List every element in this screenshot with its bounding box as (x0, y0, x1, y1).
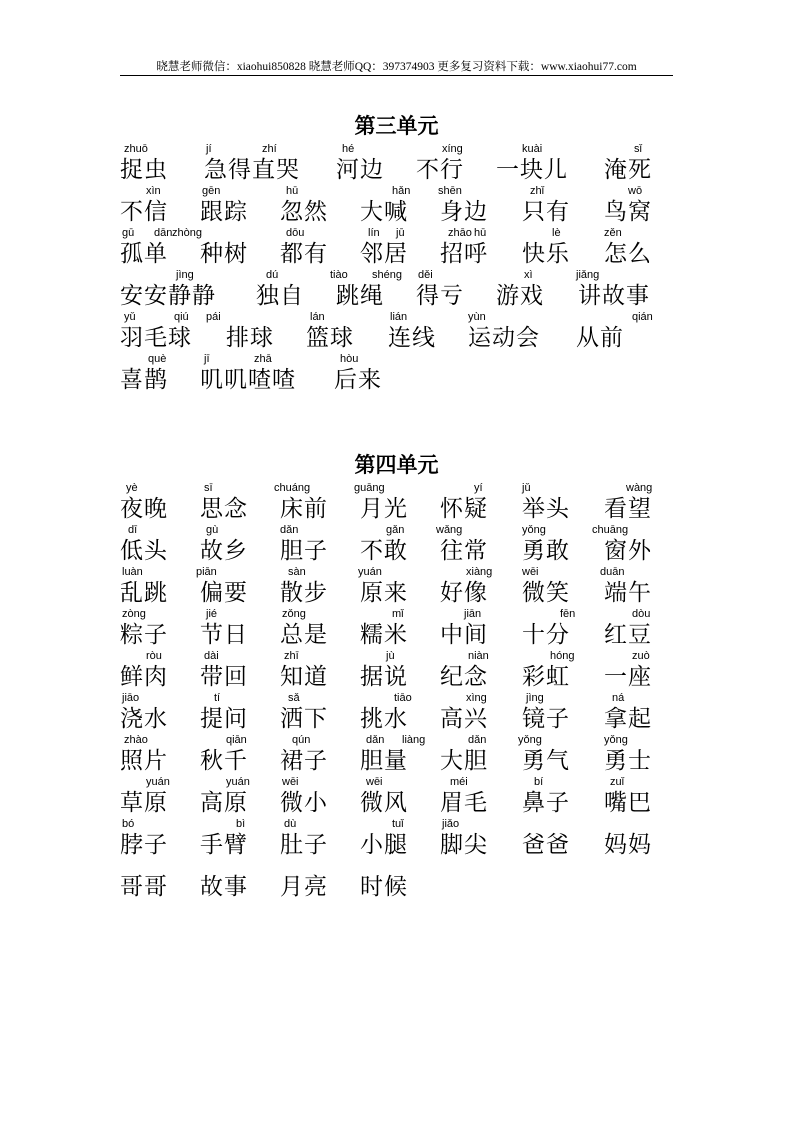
page-header: 晓慧老师微信：xiaohui850828 晓慧老师QQ：397374903 更多复习资料下载：www.xiaohui77.com (156, 61, 637, 73)
pinyin-label: jìng (176, 269, 194, 281)
word-characters: 纪念 (440, 664, 488, 690)
pinyin-label: luàn (122, 566, 143, 578)
pinyin-label: liàng (402, 734, 426, 746)
pinyin-label: zhǐ (530, 185, 545, 197)
pinyin-label: méi (450, 776, 468, 788)
word-characters: 胆量 (360, 748, 408, 774)
pinyin-label: sǎ (288, 692, 300, 704)
pinyin-label: dài (204, 650, 219, 662)
word-characters: 举头 (522, 496, 570, 522)
pinyin-label: jiǎo (442, 818, 460, 830)
word-characters: 鲜肉 (120, 664, 168, 690)
header-divider (120, 75, 673, 76)
unit-title: 第四单元 (354, 453, 439, 477)
pinyin-label: yǒng (518, 734, 542, 746)
word-characters: 端午 (604, 580, 652, 606)
word-characters: 河边 (336, 157, 384, 183)
word-characters: 红豆 (604, 622, 652, 648)
word-characters: 好像 (440, 580, 488, 606)
pinyin-label: wǎng (436, 524, 463, 536)
pinyin-label: tí (214, 692, 221, 704)
word-characters: 鼻子 (522, 790, 570, 816)
word-characters: 大胆 (440, 748, 488, 774)
pinyin-label: hū (474, 227, 487, 239)
word-characters: 总是 (280, 622, 328, 648)
pinyin-label: chuāng (592, 524, 629, 536)
pinyin-label: shēn (438, 185, 462, 197)
word-characters: 思念 (200, 496, 248, 522)
word-characters: 只有 (522, 199, 570, 225)
word-characters: 哥哥 (120, 874, 168, 900)
pinyin-label: pái (206, 311, 221, 323)
pinyin-label: yuán (146, 776, 170, 788)
word-characters: 偏要 (200, 580, 248, 606)
pinyin-label: wàng (626, 482, 653, 494)
word-characters: 不敢 (360, 538, 408, 564)
word-characters: 粽子 (120, 622, 168, 648)
pinyin-label: dǎn (280, 524, 299, 536)
pinyin-label: dōu (286, 227, 305, 239)
word-characters: 散步 (280, 580, 328, 606)
pinyin-label: tiào (330, 269, 348, 281)
word-characters: 秋千 (200, 748, 248, 774)
pinyin-label: jiāo (122, 692, 140, 704)
word-characters: 故乡 (200, 538, 248, 564)
word-characters: 从前 (576, 325, 624, 351)
word-characters: 床前 (280, 496, 328, 522)
pinyin-label: ná (612, 692, 625, 704)
word-characters: 怎么 (604, 241, 652, 267)
pinyin-label: dǎn (366, 734, 385, 746)
word-characters: 独自 (256, 283, 304, 309)
pinyin-label: jī (204, 353, 210, 365)
word-characters: 后来 (334, 367, 382, 393)
pinyin-label: hé (342, 143, 355, 155)
word-characters: 招呼 (440, 241, 488, 267)
pinyin-label: xìn (146, 185, 161, 197)
word-characters: 都有 (280, 241, 328, 267)
word-characters: 高兴 (440, 706, 488, 732)
pinyin-label: dī (128, 524, 138, 536)
word-characters: 看望 (604, 496, 652, 522)
word-characters: 带回 (200, 664, 248, 690)
pinyin-label: duān (600, 566, 625, 578)
word-characters: 鸟窝 (604, 199, 652, 225)
word-characters: 十分 (522, 622, 570, 648)
pinyin-label: wō (628, 185, 643, 197)
pinyin-label: gù (206, 524, 219, 536)
word-characters: 故事 (200, 874, 248, 900)
vocab-row (120, 860, 673, 902)
pinyin-label: zhuō (124, 143, 148, 155)
pinyin-label: hòu (340, 353, 359, 365)
pinyin-label: zěn (604, 227, 622, 239)
vocab-row (120, 227, 673, 269)
word-characters: 微笑 (522, 580, 570, 606)
word-characters: 叽叽喳喳 (200, 367, 296, 393)
pinyin-label: chuáng (274, 482, 311, 494)
word-characters: 挑水 (360, 706, 408, 732)
word-characters: 排球 (226, 325, 274, 351)
pinyin-label: mǐ (392, 608, 404, 620)
pinyin-label: jū (396, 227, 405, 239)
pinyin-label: zhào (124, 734, 148, 746)
word-characters: 急得直哭 (204, 157, 300, 183)
word-characters: 照片 (120, 748, 168, 774)
vocab-row (120, 692, 673, 734)
pinyin-label: dù (284, 818, 297, 830)
word-characters: 低头 (120, 538, 168, 564)
word-characters: 连线 (388, 325, 436, 351)
word-characters: 往常 (440, 538, 488, 564)
pinyin-label: jiān (464, 608, 482, 620)
pinyin-label: sàn (288, 566, 306, 578)
pinyin-label: guāng (354, 482, 385, 494)
word-characters: 运动会 (468, 325, 540, 351)
word-characters: 喜鹊 (120, 367, 168, 393)
pinyin-label: shéng (372, 269, 402, 281)
word-characters: 裙子 (280, 748, 328, 774)
word-characters: 种树 (200, 241, 248, 267)
pinyin-label: bó (122, 818, 135, 830)
pinyin-label: xì (524, 269, 533, 281)
pinyin-label: zǒng (282, 608, 306, 620)
vocab-row (120, 185, 673, 227)
word-characters: 中间 (440, 622, 488, 648)
word-characters: 勇士 (604, 748, 652, 774)
vocab-row (120, 269, 673, 311)
pinyin-label: yǒng (604, 734, 628, 746)
pinyin-label: qián (632, 311, 653, 323)
pinyin-label: hū (286, 185, 299, 197)
vocab-row (120, 143, 673, 185)
word-characters: 游戏 (496, 283, 544, 309)
pinyin-label: zuò (632, 650, 650, 662)
pinyin-label: sǐ (634, 143, 642, 155)
word-characters: 勇敢 (522, 538, 570, 564)
vocab-row (120, 482, 673, 524)
pinyin-label: lián (390, 311, 408, 323)
pinyin-label: zhí (262, 143, 277, 155)
word-characters: 跳绳 (336, 283, 384, 309)
pinyin-label: qún (292, 734, 311, 746)
pinyin-label: yuán (358, 566, 382, 578)
pinyin-label: sī (204, 482, 213, 494)
word-characters: 脚尖 (440, 832, 488, 858)
word-characters: 彩虹 (522, 664, 570, 690)
pinyin-label: gū (122, 227, 135, 239)
pinyin-label: yǒng (522, 524, 546, 536)
pinyin-label: yùn (468, 311, 486, 323)
vocab-row (120, 566, 673, 608)
pinyin-label: lán (310, 311, 325, 323)
word-characters: 月光 (360, 496, 408, 522)
pinyin-label: jié (206, 608, 218, 620)
pinyin-label: xìng (466, 692, 487, 704)
pinyin-label: zhī (284, 650, 299, 662)
pinyin-label: lè (552, 227, 561, 239)
word-characters: 微风 (360, 790, 408, 816)
vocab-row (120, 311, 673, 353)
vocab-row (120, 776, 673, 818)
pinyin-label: piān (196, 566, 217, 578)
word-characters: 草原 (120, 790, 168, 816)
pinyin-label: hóng (550, 650, 575, 662)
word-characters: 窗外 (604, 538, 652, 564)
vocab-row (120, 353, 673, 395)
pinyin-label: wēi (366, 776, 383, 788)
pinyin-label: xiàng (466, 566, 493, 578)
pinyin-label: zhā (254, 353, 272, 365)
pinyin-label: zhòng (172, 227, 202, 239)
pinyin-label: dòu (632, 608, 651, 620)
pinyin-label: wēi (282, 776, 299, 788)
pinyin-label: qiú (174, 311, 189, 323)
pinyin-label: xíng (442, 143, 463, 155)
word-characters: 原来 (360, 580, 408, 606)
word-characters: 大喊 (360, 199, 408, 225)
pinyin-label: lín (368, 227, 380, 239)
pinyin-label: tuǐ (392, 818, 404, 830)
pinyin-label: hǎn (392, 185, 411, 197)
word-characters: 邻居 (360, 241, 408, 267)
word-characters: 爸爸 (522, 832, 570, 858)
pinyin-label: què (148, 353, 167, 365)
word-characters: 妈妈 (604, 832, 652, 858)
pinyin-label: yuán (226, 776, 250, 788)
vocab-row (120, 608, 673, 650)
word-characters: 勇气 (522, 748, 570, 774)
pinyin-label: zòng (122, 608, 146, 620)
word-characters: 安安静静 (120, 283, 216, 309)
pinyin-label: fēn (560, 608, 576, 620)
word-characters: 据说 (360, 664, 408, 690)
pinyin-label: jí (206, 143, 212, 155)
pinyin-label: ròu (146, 650, 162, 662)
word-characters: 提问 (200, 706, 248, 732)
word-characters: 洒下 (280, 706, 328, 732)
word-characters: 快乐 (522, 241, 570, 267)
word-characters: 眉毛 (440, 790, 488, 816)
pinyin-label: dú (266, 269, 279, 281)
word-characters: 一块儿 (496, 157, 568, 183)
vocab-row (120, 650, 673, 692)
pinyin-label: zhāo (448, 227, 472, 239)
word-characters: 跟踪 (200, 199, 248, 225)
word-characters: 月亮 (280, 874, 328, 900)
word-characters: 知道 (280, 664, 328, 690)
pinyin-label: gǎn (386, 524, 405, 536)
word-characters: 讲故事 (578, 283, 650, 309)
pinyin-label: kuài (522, 143, 543, 155)
pinyin-label: bí (534, 776, 544, 788)
word-characters: 不行 (416, 157, 464, 183)
word-characters: 脖子 (120, 832, 168, 858)
pinyin-label: yè (126, 482, 138, 494)
word-characters: 捉虫 (120, 157, 168, 183)
vocab-row (120, 734, 673, 776)
pinyin-label: niàn (468, 650, 489, 662)
pinyin-label: yí (474, 482, 483, 494)
pinyin-label: jù (386, 650, 395, 662)
word-characters: 乱跳 (120, 580, 168, 606)
word-characters: 小腿 (360, 832, 408, 858)
word-characters: 身边 (440, 199, 488, 225)
word-characters: 肚子 (280, 832, 328, 858)
word-characters: 胆子 (280, 538, 328, 564)
word-characters: 嘴巴 (604, 790, 652, 816)
pinyin-label: jiǎng (576, 269, 600, 281)
word-characters: 夜晚 (120, 496, 168, 522)
pinyin-label: gēn (202, 185, 221, 197)
word-characters: 不信 (120, 199, 168, 225)
pinyin-label: dǎn (468, 734, 487, 746)
word-characters: 浇水 (120, 706, 168, 732)
pinyin-label: wēi (522, 566, 539, 578)
word-characters: 孤单 (120, 241, 168, 267)
word-characters: 高原 (200, 790, 248, 816)
word-characters: 镜子 (522, 706, 570, 732)
pinyin-label: dān (154, 227, 173, 239)
word-characters: 微小 (280, 790, 328, 816)
pinyin-label: qiān (226, 734, 247, 746)
word-characters: 节日 (200, 622, 248, 648)
word-characters: 怀疑 (440, 496, 488, 522)
vocab-row (120, 524, 673, 566)
pinyin-label: bì (236, 818, 246, 830)
word-characters: 忽然 (280, 199, 328, 225)
pinyin-label: tiāo (394, 692, 412, 704)
word-characters: 时候 (360, 874, 408, 900)
pinyin-label: děi (418, 269, 433, 281)
pinyin-label: zuǐ (610, 776, 625, 788)
word-characters: 羽毛球 (120, 325, 192, 351)
pinyin-label: jìng (526, 692, 544, 704)
word-characters: 一座 (604, 664, 652, 690)
pinyin-label: jǔ (522, 482, 531, 494)
word-characters: 得亏 (416, 283, 464, 309)
pinyin-label: yǔ (124, 311, 136, 323)
word-characters: 糯米 (360, 622, 408, 648)
word-characters: 篮球 (306, 325, 354, 351)
word-characters: 手臂 (200, 832, 248, 858)
word-characters: 淹死 (604, 157, 652, 183)
vocab-row (120, 818, 673, 860)
unit-title: 第三单元 (354, 114, 439, 138)
word-characters: 拿起 (604, 706, 652, 732)
